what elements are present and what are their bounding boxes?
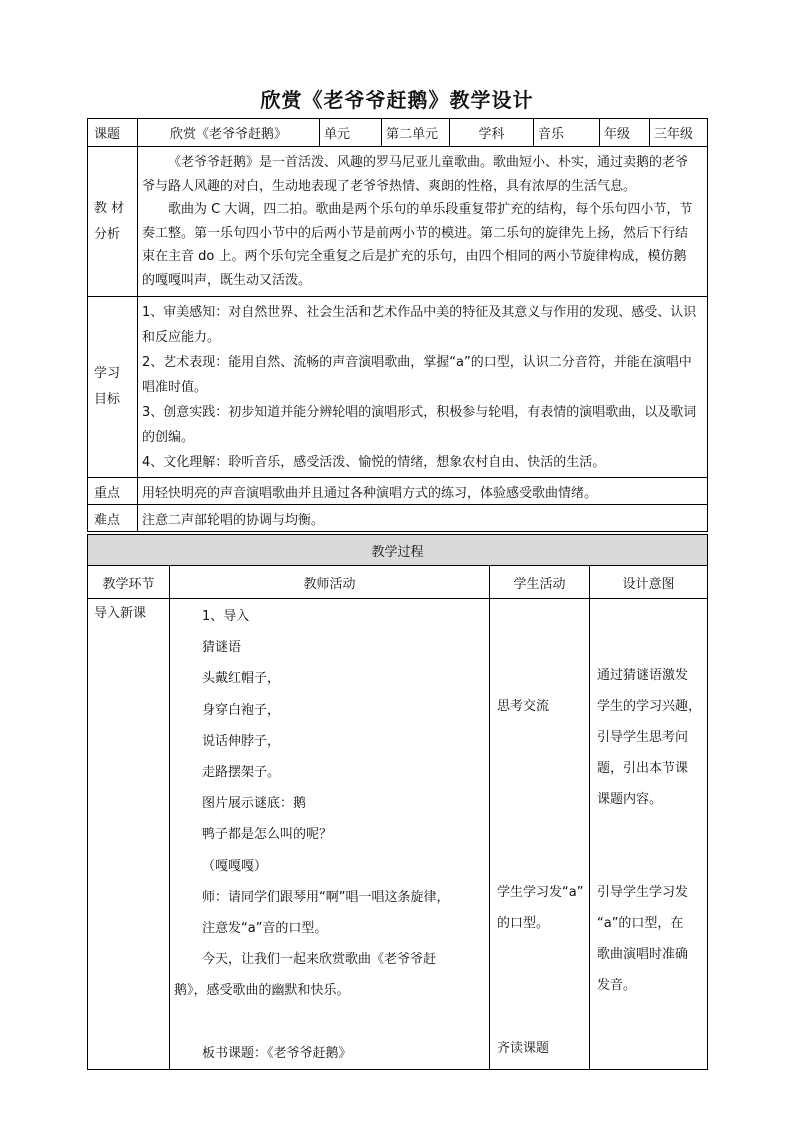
process-table	[87, 534, 708, 1070]
column-header-student: 学生活动	[490, 566, 590, 599]
teacher-line: 鹅》，感受歌曲的幽默和快乐。	[174, 983, 350, 999]
grade-value: 三年级	[650, 119, 708, 147]
column-header-teacher: 教师活动	[170, 566, 490, 599]
student-activity-1: 思考交流	[497, 699, 550, 714]
unit-value: 第二单元	[382, 119, 450, 147]
analysis-label-line1: 教 材	[94, 200, 125, 216]
teacher-line: 走路摆架子。	[202, 765, 281, 781]
objective-item: 2、艺术表现：能用自然、流畅的声音演唱歌曲，掌握“a”的口型，认识二分音符，并能在演唱中唱准时值。	[142, 354, 692, 395]
design-intent-1-line: 通过猜谜语激发	[597, 668, 689, 683]
teacher-line: 说话伸脖子，	[202, 733, 281, 749]
process-header: 教学过程	[88, 535, 708, 566]
objectives-content	[138, 297, 708, 478]
design-intent-cell	[590, 599, 708, 1070]
column-header-stage: 教学环节	[88, 566, 170, 599]
objectives-label	[88, 297, 138, 478]
analysis-paragraph-2: 歌曲为 C 大调，四二拍。歌曲是两个乐句的单乐段重复带扩充的结构，每个乐句四小节，节奏工整。第一乐句四小节中的后两小节是前两小节的模进。第二乐句的旋律先上扬，然后下行结束在主音 do 上。两个乐句完全重复之后是扩充的乐句，由四个相同的两小节旋律构成，模仿鹅的嘎嘎叫声，既生动又活泼。	[142, 202, 693, 288]
teacher-line: 今天，让我们一起来欣赏歌曲《老爷爷赶	[202, 952, 437, 968]
objective-item: 1、审美感知：对自然世界、社会生活和艺术作品中美的特征及其意义与作用的发现、感受、认识和反应能力。	[142, 304, 697, 345]
unit-label: 单元	[320, 119, 382, 147]
teacher-line: 注意发“a”音的口型。	[202, 921, 328, 937]
objective-item: 4、文化理解：聆听音乐，感受活泼、愉悦的情绪，想象农村自由、快活的生活。	[142, 454, 606, 470]
analysis-paragraph-1: 《老爷爷赶鹅》是一首活泼、风趣的罗马尼亚儿童歌曲。歌曲短小、朴实，通过卖鹅的老爷爷与路人风趣的对白，生动地表现了老爷爷热情、爽朗的性格，具有浓厚的生活气息。	[142, 155, 689, 194]
objectives-label-line1: 学习	[94, 366, 121, 381]
design-intent-2-line: 歌曲演唱时准确	[597, 947, 689, 962]
teacher-activity-cell	[170, 599, 490, 1070]
analysis-content	[138, 147, 708, 297]
design-intent-2-line: 引导学生学习发	[597, 885, 689, 900]
design-intent-1-line: 引导学生思考问	[597, 730, 689, 745]
objective-item: 3、创意实践：初步知道并能分辨轮唱的演唱形式，积极参与轮唱，有表情的演唱歌曲，以及歌词的创编。	[142, 404, 697, 445]
teacher-line: 1、导入	[202, 609, 250, 624]
analysis-label-line2: 分析	[94, 226, 121, 242]
analysis-label	[88, 147, 138, 297]
teacher-line: 身穿白袍子，	[202, 702, 281, 718]
column-header-design: 设计意图	[590, 566, 708, 599]
course-value: 欣赏《老爷爷赶鹅》	[138, 119, 320, 147]
info-table	[87, 118, 708, 532]
student-activity-3: 齐读课题	[497, 1041, 550, 1056]
teacher-line: 猜谜语	[202, 640, 242, 656]
course-label: 课题	[88, 119, 138, 147]
teacher-line: 头戴红帽子，	[202, 671, 281, 687]
teacher-line: 师：请同学们跟琴用“啊”唱一唱这条旋律，	[202, 889, 450, 905]
teacher-line: 板书课题：《老爷爷赶鹅》	[202, 1045, 352, 1061]
design-intent-1-line: 课题内容。	[597, 792, 663, 807]
key-point-text: 用轻快明亮的声音演唱歌曲并且通过各种演唱方式的练习，体验感受歌曲情绪。	[138, 478, 708, 505]
student-activity-cell	[490, 599, 590, 1070]
grade-label: 年级	[600, 119, 650, 147]
subject-value: 音乐	[534, 119, 600, 147]
student-activity-2a: 学生学习发“a”	[497, 885, 584, 900]
teacher-line: （嘎嘎嘎）	[202, 858, 268, 874]
teacher-line: 图片展示谜底：鹅	[202, 796, 307, 812]
teacher-line	[202, 1007, 479, 1038]
subject-label: 学科	[450, 119, 534, 147]
design-intent-1-line: 学生的学习兴趣，	[597, 699, 702, 714]
design-intent-2-line: “a”的口型，在	[597, 916, 684, 931]
key-point-label: 重点	[88, 478, 138, 505]
difficulty-text: 注意二声部轮唱的协调与均衡。	[138, 505, 708, 532]
stage-cell: 导入新课	[88, 599, 170, 1070]
design-intent-1-line: 题，引出本节课	[597, 761, 689, 776]
objectives-label-line2: 目标	[94, 392, 121, 407]
page-title: 欣赏《老爷爷赶鹅》教学设计	[260, 88, 534, 112]
teacher-line: 鸭子都是怎么叫的呢？	[202, 827, 333, 843]
student-activity-2b: 的口型。	[497, 916, 550, 931]
design-intent-2-line: 发音。	[597, 978, 637, 993]
difficulty-label: 难点	[88, 505, 138, 532]
